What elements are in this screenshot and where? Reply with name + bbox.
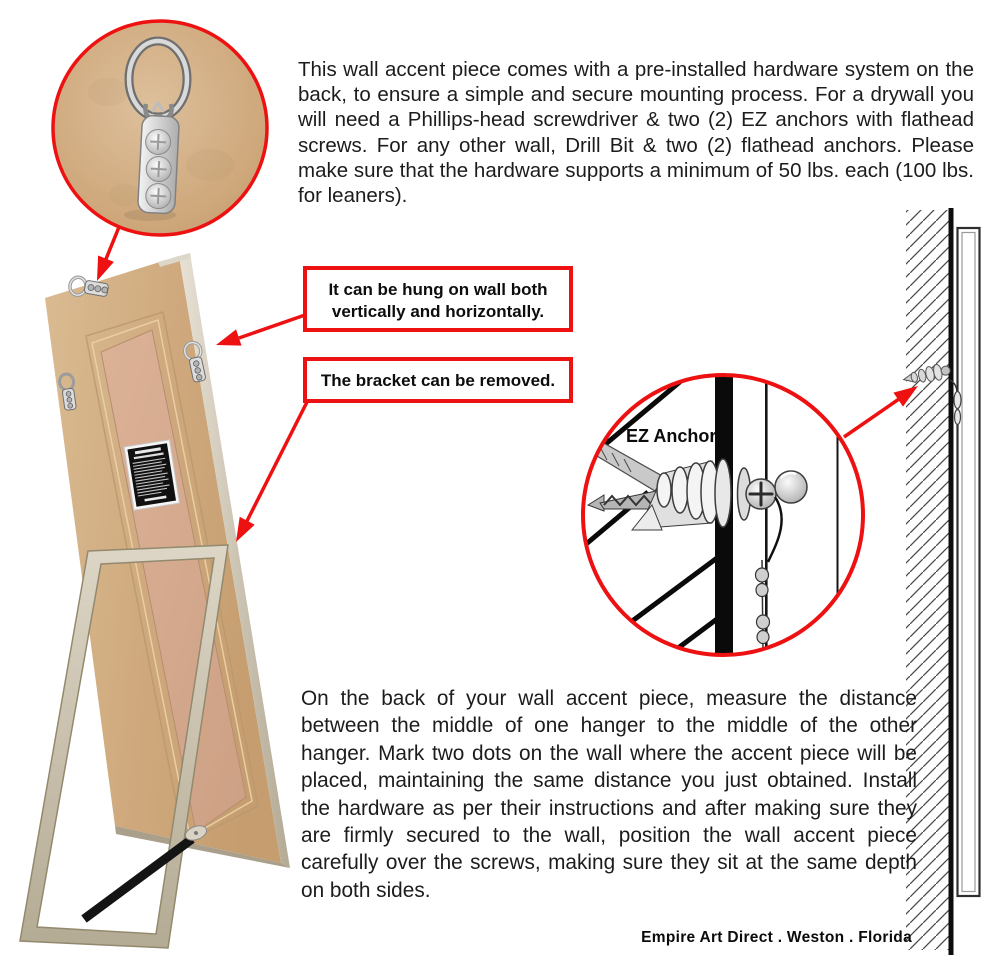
pointer-bracket-note [236,402,307,542]
ez-anchor-label: EZ Anchor [626,426,717,446]
hardware-instructions-paragraph: This wall accent piece comes with a pre-installed hardware system on the back, to ensure a simple and secure mounting process. For a drywall you will need a Phillips-head screwdriver & two (2) EZ anchors with flathead screws. For any other wall, Drill Bit & two (2) flathead anchors. Please make sure that the hardware supports a minimum of 50 lbs. each (100 lbs. for leaners). [298,58,974,208]
measuring-instructions-paragraph: On the back of your wall accent piece, measure the distance between the middle of one hanger to the middle of the other hanger. Mark two dots on the wall where the accent piece will be placed, maintaining the same distance you just obtained. Install the hardware as per their instructions and after making sure they are firmly secured to the wall, position the wall accent piece carefully over the screws, making sure they sit at the same depth on both sides. [301,687,917,902]
pointer-hang-note [216,315,305,346]
care-label-sticker [124,440,179,510]
brand-footer: Empire Art Direct . Weston . Florida [641,929,912,946]
pointer-top-hanger [97,227,119,281]
hung-piece-side [958,228,980,896]
hang-note-box: It can be hung on wall both vertically and horizontally. [303,266,573,332]
wall-surface-line [949,208,954,955]
dring-closeup-callout [53,21,267,281]
ez-anchor-callout [577,360,863,678]
bracket-note-box: The bracket can be removed. [303,357,573,403]
frame-back-illustration [20,253,290,948]
